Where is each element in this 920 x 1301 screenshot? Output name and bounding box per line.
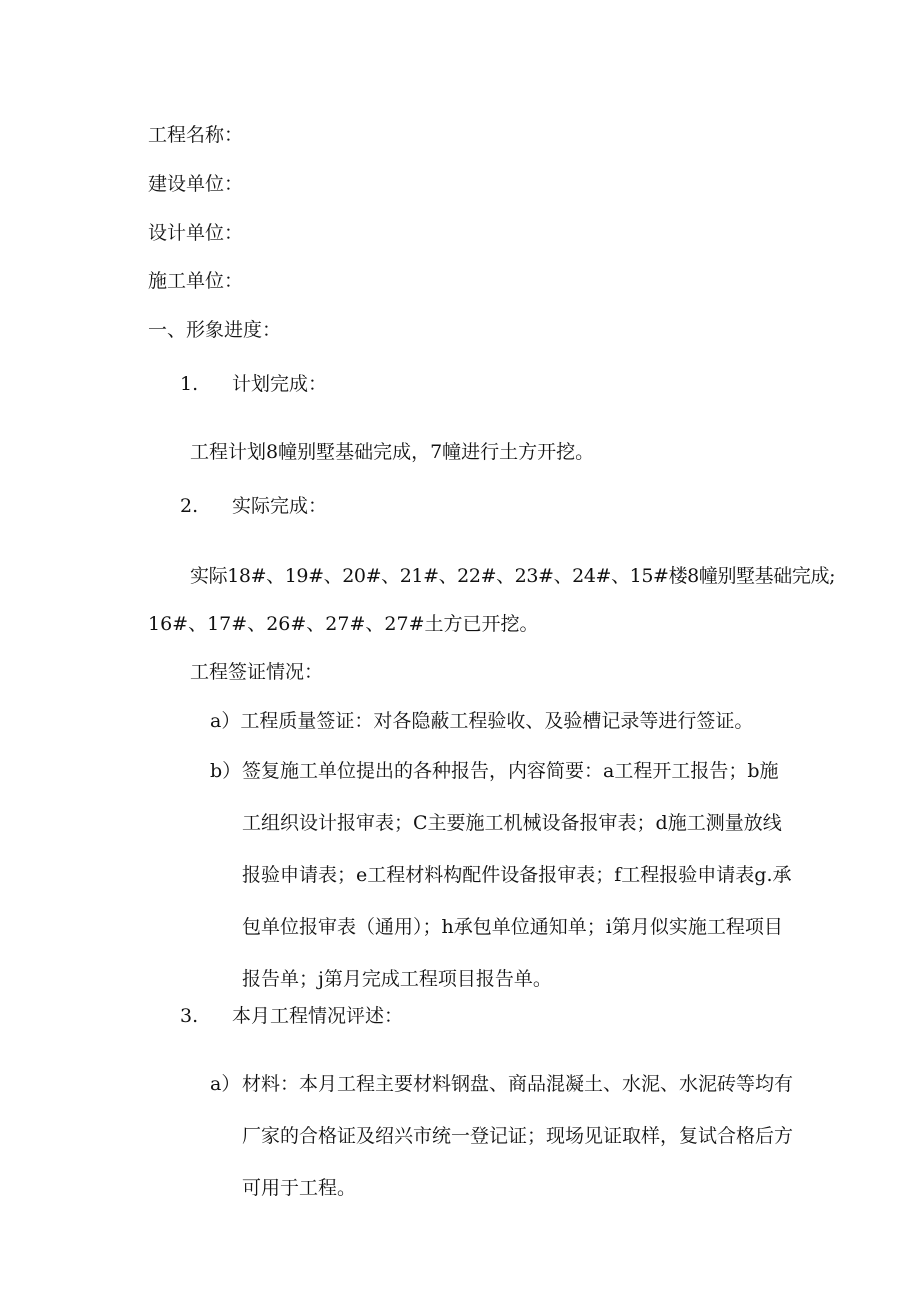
item3-label: 本月工程情况评述： — [232, 1005, 404, 1027]
design-unit-label: 设计单位： — [148, 222, 244, 244]
construction-unit-label: 施工单位： — [148, 270, 244, 292]
item2-text-line2: 16#、17#、26#、27#、27#土方已开挖。 — [148, 613, 539, 635]
visa-title: 工程签证情况： — [190, 661, 324, 683]
visa-item-b-prefix: b） — [210, 760, 242, 782]
visa-item-a: a）工程质量签证：对各隐蔽工程验收、及验槽记录等进行签证。 — [210, 710, 754, 732]
item3-a-text: 材料：本月工程主要材料钢盘、商品混凝土、水泥、水泥砖等均有厂家的合格证及绍兴市统一登记证；现场见证取样，复试合格后方可用于工程。 — [242, 1073, 794, 1199]
project-name-label: 工程名称： — [148, 124, 244, 146]
section-title-progress: 一、形象进度： — [148, 319, 282, 341]
item2-label: 实际完成： — [232, 495, 328, 517]
item2-number: 2. — [180, 495, 199, 517]
item1-number: 1. — [180, 373, 199, 395]
item3-a-prefix: a） — [210, 1073, 241, 1095]
visa-item-b-text: 签复施工单位提出的各种报告，内容简要：a工程开工报告；b施工组织设计报审表；C主要施工机械设备报审表；d施工测量放线报验申请表；e工程材料构配件设备报审表；f工程报验申请表g.承包单位报审表（通用）；h承包单位通知单；i第月似实施工程项目报告单；j第月完成工程项目报告单。 — [242, 760, 792, 990]
item2-text-line1: 实际18#、19#、20#、21#、22#、23#、24#、15#楼8幢别墅基础完成; — [190, 565, 836, 587]
client-unit-label: 建设单位： — [148, 173, 244, 195]
item1-label: 计划完成： — [232, 373, 328, 395]
item3-number: 3. — [180, 1005, 199, 1027]
item1-text: 工程计划8幢别墅基础完成，7幢进行土方开挖。 — [190, 441, 595, 463]
